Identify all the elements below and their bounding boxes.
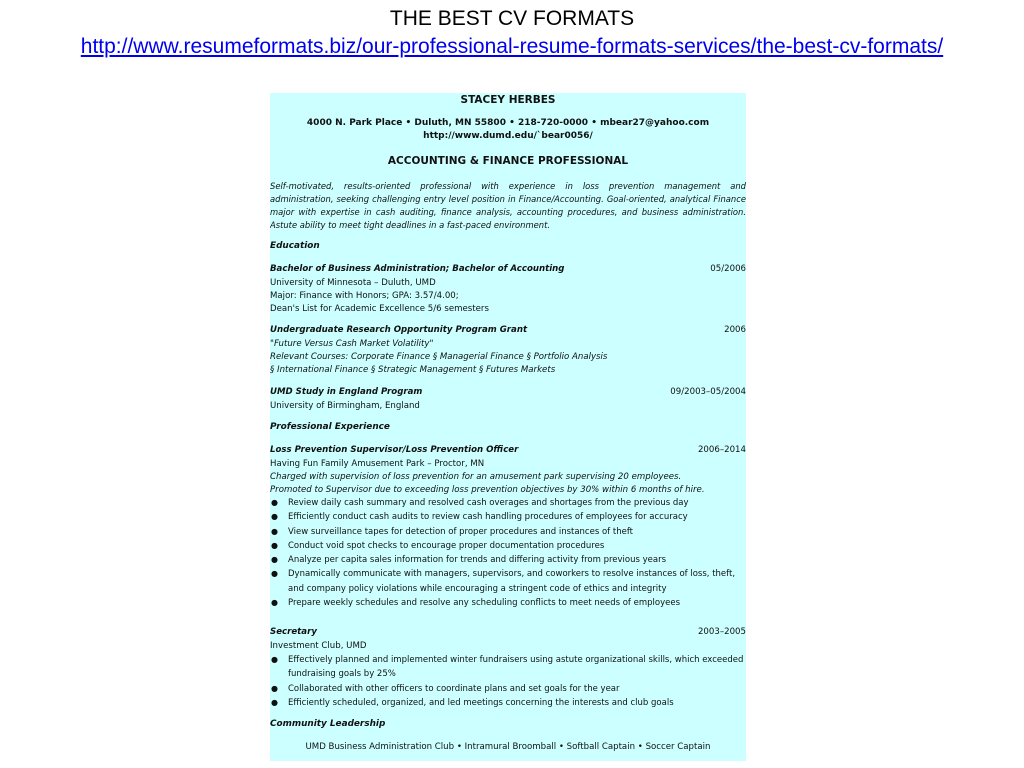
entry-line: Dean's List for Academic Excellence 5/6 semesters <box>270 304 489 314</box>
entry-title: Loss Prevention Supervisor/Loss Prevention Officer <box>270 445 519 455</box>
entry-line: Promoted to Supervisor due to exceeding loss prevention objectives by 30% within 6 months of hire. <box>270 485 705 495</box>
entry-date: 2006–2014 <box>697 445 746 455</box>
bullet-icon: ● <box>271 526 278 536</box>
experience-heading: Professional Experience <box>270 422 390 432</box>
bullet-icon: ● <box>271 683 278 693</box>
community-heading: Community Leadership <box>270 719 386 729</box>
experience-entry <box>270 627 746 640</box>
entry-line: University of Birmingham, England <box>270 401 420 411</box>
bullet-icon: ● <box>271 540 278 550</box>
entry-title: Secretary <box>270 627 317 637</box>
list-item: ● Effectively planned and implemented winter fundraisers using astute organizational skills, which exceeded fundraising goals by 25% <box>271 655 744 680</box>
entry-line: "Future Versus Cash Market Volatility" <box>270 339 434 349</box>
list-item: ● Review daily cash summary and resolved cash overages and shortages from the previous day <box>270 496 746 510</box>
list-item: ● Dynamically communicate with managers, supervisors, and coworkers to resolve instances of loss, theft, and company policy violations while encouraging a stringent code of ethics and integrity <box>271 569 736 594</box>
list-item: ● View surveillance tapes for detection of proper procedures and instances of theft <box>270 525 746 539</box>
bullet-icon: ● <box>271 498 278 507</box>
entry-date: 05/2006 <box>710 264 746 274</box>
slide-title: THE BEST CV FORMATS <box>389 7 635 30</box>
bullet-icon: ● <box>271 555 278 565</box>
resume-contact: 4000 N. Park Place • Duluth, MN 55800 • 218-720-0000 • mbear27@yahoo.com <box>306 118 710 128</box>
resume-website: http://www.dumd.edu/`bear0056/ <box>423 131 593 141</box>
bullet-icon: ● <box>271 512 278 522</box>
education-entry <box>270 325 746 338</box>
entry-line: Investment Club, UMD <box>270 641 367 651</box>
entry-line: Charged with supervision of loss prevention for an amusement park supervising 20 employees. <box>270 472 682 482</box>
experience-bullets <box>270 496 746 610</box>
bullet-icon: ● <box>271 598 278 608</box>
entry-title: UMD Study in England Program <box>270 387 423 397</box>
entry-date: 2006 <box>724 325 746 335</box>
education-entry <box>270 387 746 400</box>
list-item: ● Conduct void spot checks to encourage proper documentation procedures <box>270 539 746 553</box>
entry-line: § International Finance § Strategic Management § Futures Markets <box>270 365 556 375</box>
resume-name: STACEY HERBES <box>460 94 556 106</box>
list-item: ● Collaborated with other officers to coordinate plans and set goals for the year <box>270 682 746 696</box>
entry-date: 09/2003–05/2004 <box>670 387 746 397</box>
list-item: ● Analyze per capita sales information for trends and differing activity from previous years <box>270 553 746 567</box>
entry-title: Bachelor of Business Administration; Bachelor of Accounting <box>270 264 565 274</box>
resume-summary: Self-motivated, results-oriented professional with experience in loss prevention management and administration, seeking challenging entry level position in Finance/Accounting. Goal-oriented, analytical Finance major with expertise in cash auditing, finance analysis, accounting procedures, and business administration. Astute ability to meet tight deadlines in a fast-paced environment. <box>270 181 746 230</box>
experience-entry <box>270 445 746 458</box>
education-entry <box>270 264 746 277</box>
list-item: ● Prepare weekly schedules and resolve any scheduling conflicts to meet needs of employees <box>270 596 746 610</box>
bullet-icon: ● <box>271 697 278 707</box>
list-item: ● Efficiently scheduled, organized, and led meetings concerning the interests and club goals <box>270 696 746 710</box>
entry-line: Having Fun Family Amusement Park – Proctor, MN <box>270 459 485 469</box>
entry-line: University of Minnesota – Duluth, UMD <box>270 278 436 288</box>
entry-title: Undergraduate Research Opportunity Program Grant <box>270 325 528 335</box>
resume-document <box>270 93 746 761</box>
bullet-icon: ● <box>271 569 278 579</box>
experience-bullets <box>270 653 746 710</box>
list-item: ● Efficiently conduct cash audits to review cash handling procedures of employees for accuracy <box>270 510 746 524</box>
entry-line: Relevant Courses: Corporate Finance § Managerial Finance § Portfolio Analysis <box>270 352 608 362</box>
resume-profession: ACCOUNTING & FINANCE PROFESSIONAL <box>387 155 629 167</box>
education-heading: Education <box>270 241 320 251</box>
entry-date: 2003–2005 <box>697 627 746 637</box>
bullet-icon: ● <box>271 655 278 664</box>
source-link[interactable]: http://www.resumeformats.biz/our-professional-resume-formats-services/the-best-cv-formats/ <box>80 35 944 58</box>
entry-line: Major: Finance with Honors; GPA: 3.57/4.00; <box>270 291 459 301</box>
community-list: UMD Business Administration Club • Intramural Broomball • Softball Captain • Soccer Captain <box>305 742 711 752</box>
